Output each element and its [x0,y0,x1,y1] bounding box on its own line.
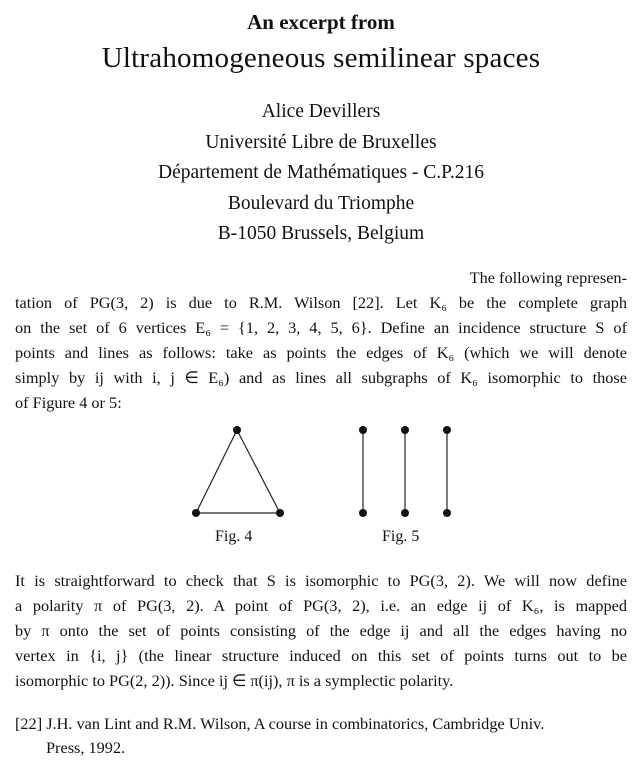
triangle-edge [237,430,280,513]
author-name: Alice Devillers [261,101,381,122]
triangle-edge [196,430,237,513]
paragraph-2-line: a polarity π of PG(3, 2). A point of PG(3, 2), i.e. an edge ij of K₆, is mapped [15,596,627,615]
graph-vertex [401,509,409,517]
reference-line-1: J.H. van Lint and R.M. Wilson, A course in combinatorics, Cambridge Univ. [46,714,545,733]
paragraph-2-line: It is straightforward to check that S is isomorphic to PG(3, 2). We will now define [15,571,627,590]
paragraph-1-line: on the set of 6 vertices E₆ = {1, 2, 3, 4, 5, 6}. Define an incidence structure S of [15,318,627,337]
kicker: An excerpt from [247,10,395,34]
author-city: B-1050 Brussels, Belgium [217,223,425,244]
paragraph-1-line: The following represen- [469,268,627,287]
paragraph-1-line: simply by ij with i, j ∈ E₆) and as lines all subgraphs of K₆ isomorphic to those [15,368,627,387]
graph-vertex [192,509,200,517]
paragraph-1-line: points and lines as follows: take as points the edges of K₆ (which we will denote [15,343,627,362]
paragraph-1-line: tation of PG(3, 2) is due to R.M. Wilson [22]. Let K₆ be the complete graph [15,293,627,312]
graph-vertex [276,509,284,517]
page-title: Ultrahomogeneous semilinear spaces [101,42,541,74]
graph-vertex [443,509,451,517]
paragraph-1-line: of Figure 4 or 5: [15,393,122,412]
graph-vertex [443,426,451,434]
paragraph-1 [15,265,627,415]
figure-5-matching [352,420,462,525]
reference-line-2: Press, 1992. [46,738,126,757]
graph-vertex [359,509,367,517]
author-block [0,97,642,250]
figure-5-caption: Fig. 5 [382,528,420,545]
reference-entry [15,712,627,760]
paragraph-2-line: by π onto the set of points consisting of the edge ij and all the edges having no [15,621,627,640]
paragraph-2-line: vertex in {i, j} (the linear structure induced on this set of points turns out to be [15,646,627,665]
paragraph-2 [15,568,627,693]
paragraph-2-line: isomorphic to PG(2, 2)). Since ij ∈ π(ij), π is a symplectic polarity. [15,671,454,690]
graph-vertex [359,426,367,434]
author-department: Département de Mathématiques - C.P.216 [157,162,484,183]
reference-label: [22] [15,714,43,733]
graph-vertex [401,426,409,434]
figure-4-triangle [186,420,296,525]
author-street: Boulevard du Triomphe [227,192,415,214]
figure-4-caption: Fig. 4 [215,528,253,545]
graph-vertex [233,426,241,434]
author-university: Université Libre de Bruxelles [205,131,437,153]
